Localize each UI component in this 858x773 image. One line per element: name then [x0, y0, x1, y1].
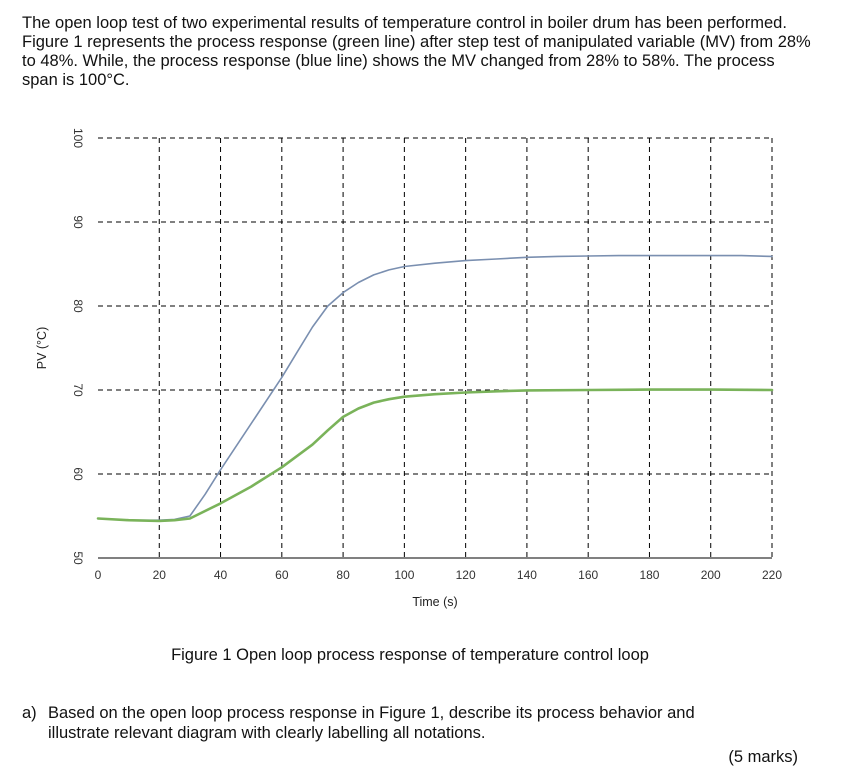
y-axis-label: PV (°C): [35, 326, 49, 370]
x-tick-label: 60: [275, 568, 289, 583]
question-text-line1: Based on the open loop process response in Figure 1, describe its process behavior and: [48, 704, 695, 722]
series-line-blue: [98, 256, 772, 521]
y-tick-label: 80: [71, 299, 85, 313]
chart-tick-labels: [71, 128, 782, 582]
x-tick-label: 120: [455, 568, 476, 583]
y-tick-label: 50: [71, 551, 85, 565]
x-tick-label: 140: [516, 568, 537, 583]
x-tick-label: 80: [336, 568, 350, 583]
problem-statement: The open loop test of two experimental results of temperature control in boiler drum has been performed. Figure 1 represents the process response (green line) after step test of manipulated variable (MV) from 28% to 48%. While, the process response (blue line) shows the MV changed from 28% to 58%. The process span is 100°C.: [22, 14, 811, 89]
chart-grid: [98, 138, 772, 558]
x-axis-label: Time (s): [412, 595, 458, 609]
x-tick-label: 220: [761, 568, 783, 583]
series-line-green: [98, 390, 772, 521]
question-text-line2: illustrate relevant diagram with clearly labelling all notations.: [48, 724, 486, 742]
x-tick-label: 180: [639, 568, 660, 583]
question-a: [22, 703, 812, 743]
x-tick-label: 200: [700, 568, 721, 583]
x-tick-label: 160: [578, 568, 599, 583]
figure-caption: Figure 1 Open loop process response of temperature control loop: [171, 646, 649, 664]
y-tick-label: 70: [71, 383, 85, 397]
x-tick-label: 20: [152, 568, 166, 583]
y-tick-label: 60: [71, 467, 85, 481]
x-tick-label: 0: [94, 568, 102, 583]
y-tick-label: 90: [71, 215, 85, 229]
chart-series: [98, 256, 772, 521]
marks-label: (5 marks): [728, 748, 798, 766]
x-tick-label: 40: [213, 568, 228, 583]
question-label: a): [22, 704, 37, 722]
x-tick-label: 100: [394, 568, 415, 583]
y-tick-label: 100: [71, 127, 85, 149]
